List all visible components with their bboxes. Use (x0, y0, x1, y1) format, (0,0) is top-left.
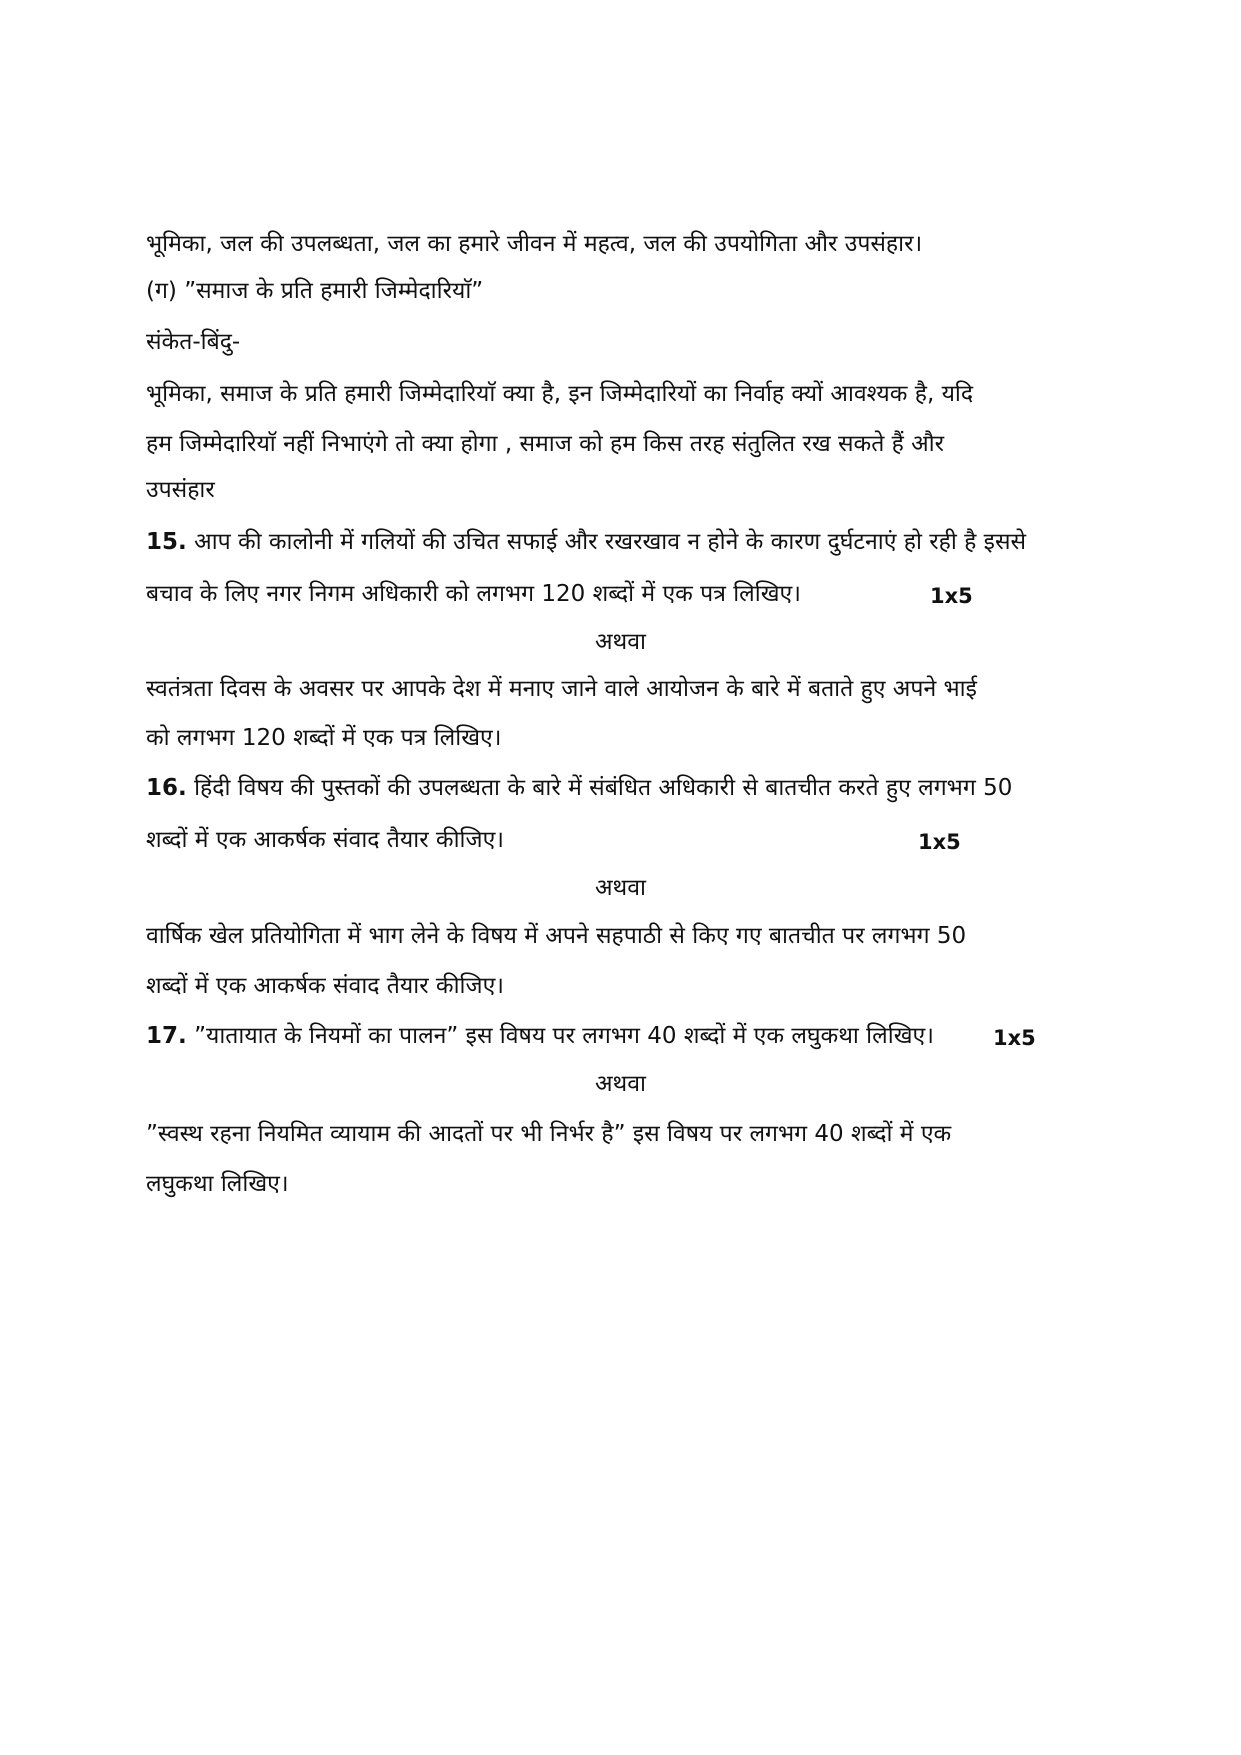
question-text: ”यातायात के नियमों का पालन” इस विषय पर लगभग 40 शब्दों में एक लघुकथा लिखिए। (194, 1023, 934, 1049)
or-separator: अथवा (594, 875, 646, 901)
question-text: वार्षिक खेल प्रतियोगिता में भाग लेने के विषय में अपने सहपाठी से किए गए बातचीत पर लगभग 50 (146, 923, 967, 949)
question-17 (146, 1020, 1106, 1052)
question-text: आप की कालोनी में गलियों की उचित सफाई और रखरखाव न होने के कारण दुर्घटनाएं हो रही है इससे (194, 529, 1027, 555)
question-text: को लगभग 120 शब्दों में एक पत्र लिखिए। (146, 725, 502, 751)
question-text: लघुकथा लिखिए। (146, 1171, 289, 1197)
marks-label: 1x5 (993, 1026, 1036, 1050)
text-line: उपसंहार (146, 477, 215, 503)
question-text: शब्दों में एक आकर्षक संवाद तैयार कीजिए। (146, 973, 505, 999)
question-15 (146, 526, 1106, 558)
section-heading: (ग) ”समाज के प्रति हमारी जिम्मेदारियाॅ” (146, 278, 484, 304)
text-line: भूमिका, जल की उपलब्धता, जल का हमारे जीवन में महत्व, जल की उपयोगिता और उपसंहार। (146, 231, 923, 257)
question-text: शब्दों में एक आकर्षक संवाद तैयार कीजिए। (146, 827, 505, 853)
question-text: स्वतंत्रता दिवस के अवसर पर आपके देश में मनाए जाने वाले आयोजन के बारे में बताते हुए अपने भाई (146, 676, 977, 702)
question-text: हिंदी विषय की पुस्तकों की उपलब्धता के बारे में संबंधित अधिकारी से बातचीत करते हुए लगभग 50 (194, 775, 1013, 801)
or-separator: अथवा (594, 1071, 646, 1097)
question-number: 15. (146, 529, 187, 555)
text-line: भूमिका, समाज के प्रति हमारी जिम्मेदारियाॅ क्या है, इन जिम्मेदारियों का निर्वाह क्यों आवश्यक है, यदि (146, 381, 974, 407)
question-number: 17. (146, 1023, 187, 1049)
or-separator: अथवा (594, 629, 646, 655)
question-text: बचाव के लिए नगर निगम अधिकारी को लगभग 120 शब्दों में एक पत्र लिखिए। (146, 581, 801, 607)
marks-label: 1x5 (930, 584, 973, 608)
text-line: संकेत-बिंदु- (146, 329, 241, 355)
question-text: ”स्वस्थ रहना नियमित व्यायाम की आदतों पर भी निर्भर है” इस विषय पर लगभग 40 शब्दों में एक (146, 1121, 952, 1147)
question-16 (146, 772, 1106, 804)
marks-label: 1x5 (918, 830, 961, 854)
text-line: हम जिम्मेदारियाॅ नहीं निभाएंगे तो क्या होगा , समाज को हम किस तरह संतुलित रख सकते हैं और (146, 431, 945, 457)
question-number: 16. (146, 775, 187, 801)
